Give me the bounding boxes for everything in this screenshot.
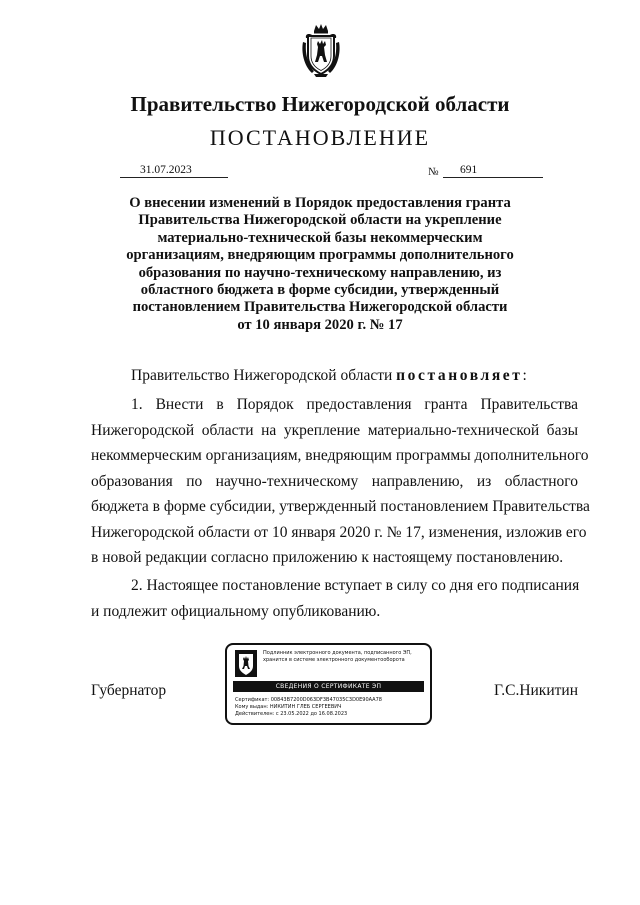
coat-of-arms-icon	[300, 22, 342, 78]
signature-header-line: хранится в системе электронного документооборота	[263, 657, 405, 663]
certificate-owner: Кому выдан: НИКИТИН ГЛЕБ СЕРГЕЕВИЧ	[235, 704, 342, 710]
paragraph-line: 2. Настоящее постановление вступает в силу со дня его подписания	[131, 577, 580, 594]
paragraph-line: некоммерческим организациям, внедряющим программы дополнительного	[91, 447, 589, 464]
paragraph-line: Нижегородской области от 10 января 2020 г. № 17, изменения, изложив его	[91, 523, 587, 541]
title-line: организациям, внедряющим программы дополнительного	[126, 247, 514, 264]
organization-name: Правительство Нижегородской области	[130, 92, 510, 116]
number-label: №	[428, 166, 439, 178]
document-title	[110, 195, 530, 334]
title-line: постановлением Правительства Нижегородской области	[132, 299, 508, 316]
certificate-serial: Сертификат: 00843B7200D063DF3B47035C3D0E90AA78	[235, 697, 382, 703]
title-line: образования по научно-техническому направлению, из	[138, 264, 502, 281]
signature-header	[263, 650, 428, 664]
coat-of-arms-icon	[235, 650, 257, 677]
signatory-position: Губернатор	[91, 682, 167, 699]
title-line: Правительства Нижегородской области на укрепление	[138, 212, 502, 229]
resolution-intro	[131, 367, 581, 385]
signatory-name: Г.С.Никитин	[494, 682, 578, 699]
title-line: материально-технической базы некоммерческим	[157, 229, 483, 246]
document-number: 691	[443, 163, 543, 178]
intro-keyword: постановляет	[396, 367, 523, 384]
document-type: ПОСТАНОВЛЕНИЕ	[209, 125, 431, 150]
signature-header-line: Подлинник электронного документа, подписанного ЭП,	[263, 650, 412, 656]
intro-suffix: :	[522, 367, 527, 384]
certificate-details	[235, 697, 428, 718]
paragraph-line: в новой редакции согласно приложению к настоящему постановлению.	[91, 549, 564, 566]
electronic-signature-stamp	[225, 643, 432, 725]
title-line: областного бюджета в форме субсидии, утвержденный	[140, 282, 500, 299]
paragraph-line: 1. Внести в Порядок предоставления гранта Правительства	[131, 396, 578, 413]
paragraph-line: бюджета в форме субсидии, утвержденный постановлением Правительства	[91, 498, 590, 515]
certificate-validity: Действителен: с 23.05.2022 до 16.08.2023	[235, 711, 348, 717]
paragraph-2	[91, 573, 578, 624]
paragraph-1	[91, 392, 590, 571]
paragraph-line: образования по научно-техническому направлению, из областного	[91, 472, 578, 490]
paragraph-line: Нижегородской области на укрепление материально-технической базы	[91, 421, 578, 439]
intro-prefix: Правительство Нижегородской области	[131, 367, 397, 384]
title-line: О внесении изменений в Порядок предоставления гранта	[129, 195, 511, 211]
paragraph-line: и подлежит официальному опубликованию.	[91, 602, 381, 620]
document-date: 31.07.2023	[120, 163, 228, 178]
certificate-info-bar: СВЕДЕНИЯ О СЕРТИФИКАТЕ ЭП	[233, 681, 424, 692]
title-line: от 10 января 2020 г. № 17	[237, 316, 403, 333]
